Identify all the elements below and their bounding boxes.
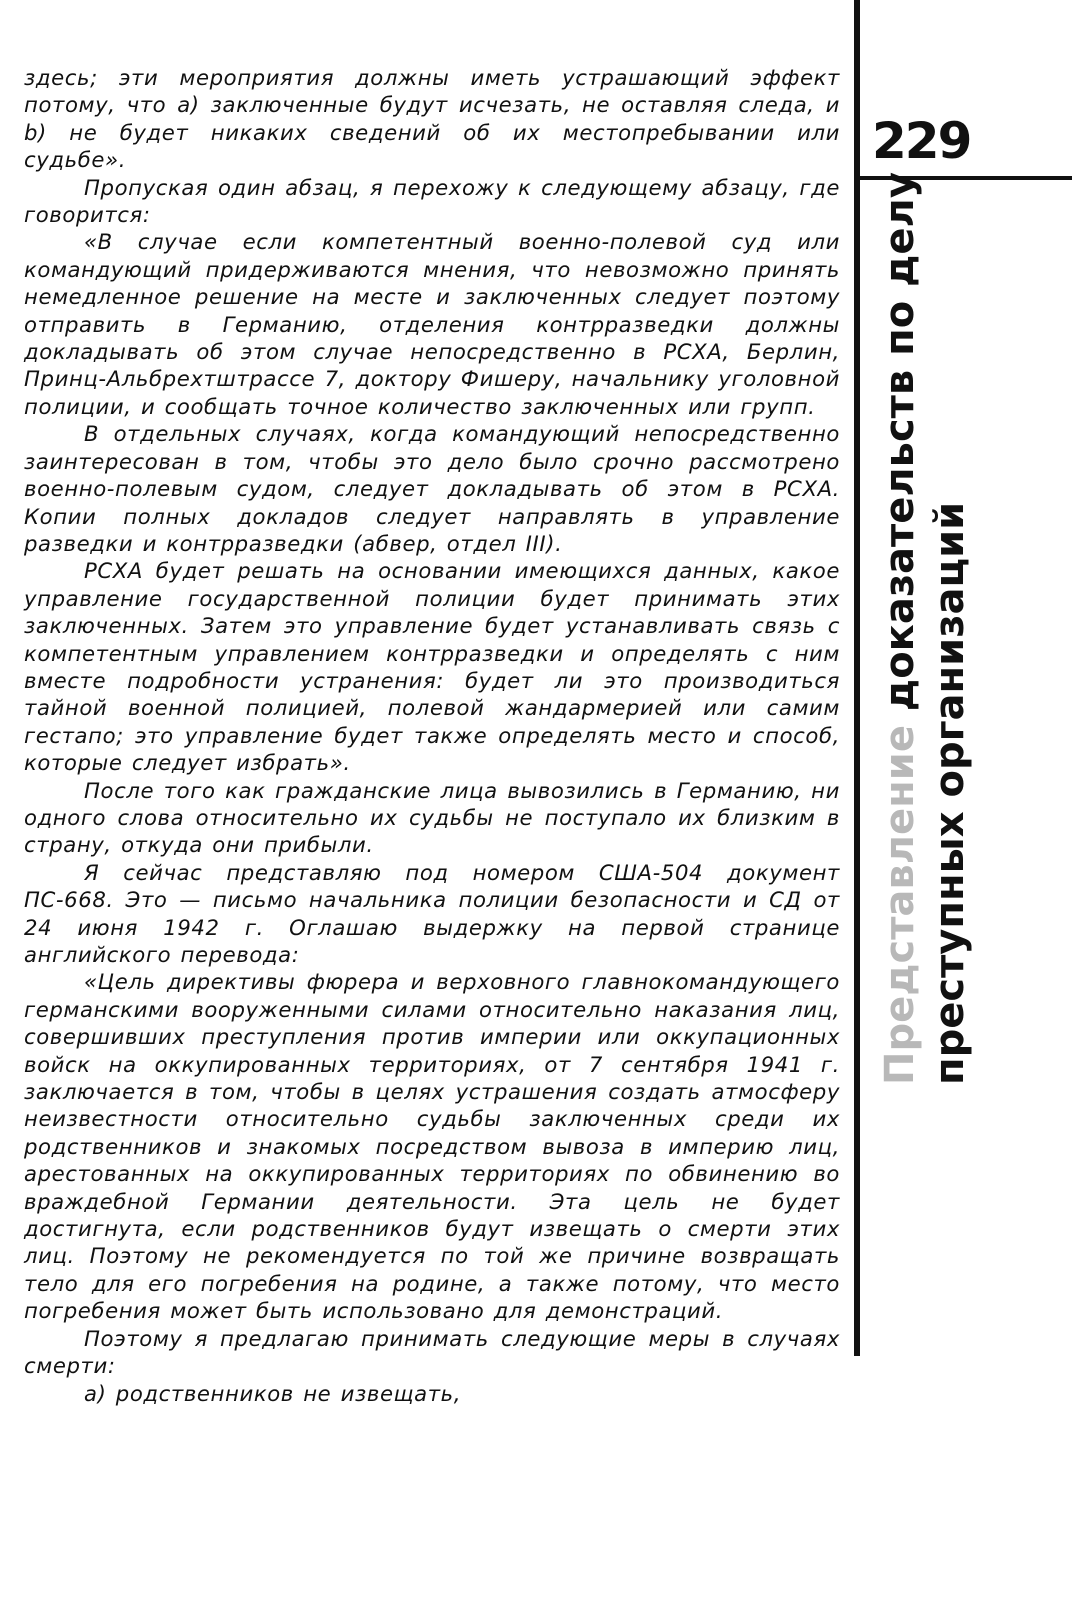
paragraph-9: Поэтому я предлагаю принимать следующие меры в случаях смерти: bbox=[24, 1325, 840, 1379]
page-number: 229 bbox=[872, 112, 971, 170]
main-text-column bbox=[24, 64, 840, 1407]
margin-vertical-rule bbox=[854, 0, 860, 1356]
paragraph-1: здесь; эти мероприятия должны иметь устрашающий эффект потому, что а) заключенные будут исчезать, не оставляя следа, и b) не будет никаких сведений об их местопребывании или судьбе». bbox=[24, 65, 840, 173]
side-title-faded-part: Представление bbox=[877, 711, 923, 1085]
paragraph-4: В отдельных случаях, когда командующий непосредственно заинтересован в том, чтобы это дело было срочно рассмотрено военно-полевым судом, следует докладывать об этом в РСХА. Копии полных докладов следует направлять в управление разведки и контрразведки (абвер, отдел III). bbox=[24, 421, 840, 556]
running-side-title bbox=[875, 172, 975, 1085]
paragraph-7: Я сейчас представляю под номером США-504 документ ПС-668. Это — письмо начальника полиции безопасности и СД от 24 июня 1942 г. Оглашаю выдержку на первой странице английского перевода: bbox=[24, 859, 840, 967]
side-title-line-1 bbox=[875, 172, 925, 1085]
paragraph-2: Пропуская один абзац, я перехожу к следующему абзацу, где говорится: bbox=[24, 174, 840, 228]
paragraph-10: а) родственников не извещать, bbox=[84, 1380, 462, 1406]
side-title-bold-part: доказательств по делу bbox=[877, 172, 923, 712]
paragraph-6: После того как гражданские лица вывозились в Германию, ни одного слова относительно их судьбы не поступало их близким в страну, откуда они прибыли. bbox=[24, 777, 840, 858]
paragraph-5: РСХА будет решать на основании имеющихся данных, какое управление государственной полиции будет принимать этих заключенных. Затем это управление будет устанавливать связь с компетентным управлением контрразведки и определять с ним вместе подробности устранения: будет ли это производиться тайной военной полицией, полевой жандармерией или самим гестапо; это управление будет также определять место и способ, которые следует избрать». bbox=[24, 558, 840, 776]
paragraph-3: «В случае если компетентный военно-полевой суд или командующий придерживаются мнения, что невозможно принять немедленное решение на месте и заключенных следует поэтому отправить в Германию, отделения контрразведки должны докладывать об этом случае непосредственно в РСХА, Берлин, Принц-Альбрехтштрассе 7, доктору Фишеру, начальнику уголовной полиции, и сообщать точное количество заключенных или групп. bbox=[24, 229, 840, 419]
paragraph-8: «Цель директивы фюрера и верховного главнокомандующего германскими вооруженными силами относительно наказания лиц, совершивших преступления против империи или оккупационных войск на оккупированных территориях, от 7 сентября 1941 г. заключается в том, чтобы в целях устрашения создать атмосферу неизвестности относительно судьбы заключенных среди их родственников и знакомых посредством вывоза в империю лиц, арестованных на оккупированных территориях по обвинению во враждебной Германии деятельности. Эта цель не будет достигнута, если родственников будут извещать о смерти этих лиц. Поэтому не рекомендуется по той же причине возвращать тело для его погребения на родине, а также потому, что место погребения может быть использовано для демонстраций. bbox=[24, 969, 840, 1324]
side-title-line-2: преступных организаций bbox=[927, 501, 973, 1085]
